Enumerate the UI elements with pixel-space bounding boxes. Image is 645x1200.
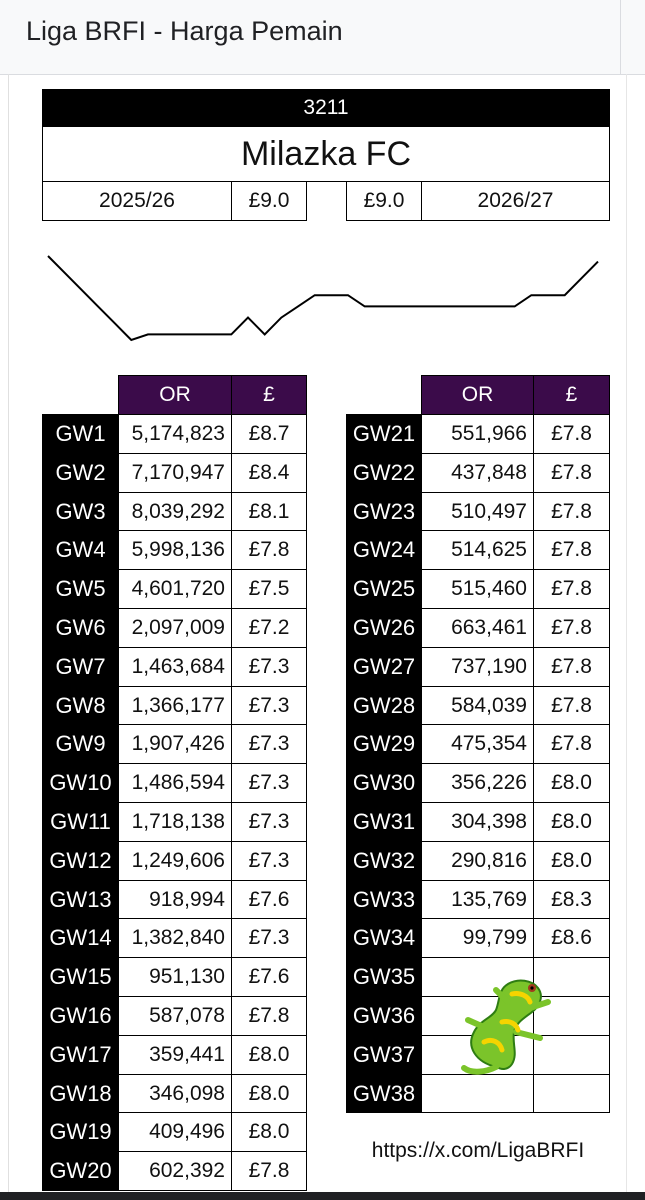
right-row-gw-cell <box>346 802 422 842</box>
right-row-gw-cell-text: GW31 <box>352 809 416 834</box>
right-row-price-cell <box>533 880 610 919</box>
left-row-gw-cell-text: GW6 <box>55 615 106 640</box>
left-row-price-cell <box>231 724 307 764</box>
left-row-gw-cell <box>42 1112 119 1152</box>
right-row-or-cell-text: 356,226 <box>451 771 527 794</box>
left-row-gw-cell <box>42 686 119 725</box>
right-or-header-label: OR <box>461 383 494 406</box>
right-row-gw-cell-text: GW30 <box>352 770 416 795</box>
right-row-or-cell <box>421 492 534 531</box>
left-row-gw-cell <box>42 957 119 997</box>
left-row-or-cell-text: 7,170,947 <box>131 461 225 484</box>
right-row-gw-cell-text: GW23 <box>352 498 416 524</box>
left-row-or-cell-text: 1,366,177 <box>131 693 225 717</box>
left-row-price-cell <box>231 1151 307 1191</box>
player-id: 3211 <box>303 96 349 119</box>
right-row-price-cell-text: £7.8 <box>551 422 592 445</box>
sheet-gridline-right <box>626 74 627 1200</box>
left-row-price-cell-text: £7.8 <box>248 1159 290 1182</box>
left-row-price-cell <box>231 1035 307 1075</box>
right-row-gw-cell-text: GW32 <box>352 848 416 873</box>
left-row-or-cell <box>118 802 232 842</box>
left-row-or-cell <box>118 647 232 687</box>
left-row-gw-cell-text: GW5 <box>55 576 106 601</box>
right-row-gw-cell-text: GW38 <box>352 1080 416 1106</box>
player-id-bar <box>42 89 610 127</box>
right-row-or-cell-text: 551,966 <box>451 422 527 445</box>
left-row-or-cell <box>118 918 232 958</box>
right-row-or-cell-text: 290,816 <box>451 849 527 872</box>
left-row-price-cell-text: £7.3 <box>248 693 290 717</box>
left-row-gw-cell-text: GW11 <box>50 809 111 834</box>
left-row-gw-cell-text: GW1 <box>55 421 106 446</box>
right-row-price-cell-text: £7.8 <box>551 616 592 639</box>
left-or-header <box>118 375 232 415</box>
right-row-price-cell <box>533 802 610 842</box>
right-row-price-cell-text: £8.3 <box>551 887 592 911</box>
right-row-price-cell-text: £7.8 <box>551 732 592 755</box>
right-row-price-cell <box>533 492 610 531</box>
right-row-or-cell <box>421 841 534 881</box>
right-row-gw-cell-text: GW25 <box>352 576 416 601</box>
right-row-gw-cell-text: GW37 <box>352 1042 416 1067</box>
left-row-gw-cell-text: GW4 <box>55 537 106 562</box>
sheet-gridline-left <box>8 74 9 1200</box>
left-row-price-cell-text: £8.1 <box>248 499 290 523</box>
team-name: Milazka FC <box>240 134 412 173</box>
right-row-gw-cell-text: GW27 <box>352 654 416 679</box>
right-row-or-cell <box>421 880 534 919</box>
right-row-or-cell <box>421 686 534 725</box>
right-row-gw-cell-text: GW33 <box>352 886 416 912</box>
left-row-gw-cell-text: GW16 <box>49 1003 112 1028</box>
right-row-or-cell-text: 437,848 <box>451 461 527 484</box>
left-row-or-cell-text: 5,174,823 <box>131 422 225 445</box>
season-left: 2025/26 <box>99 189 175 212</box>
right-row-price-cell-text: £8.0 <box>551 771 592 794</box>
right-row-or-cell <box>421 608 534 648</box>
right-row-gw-cell <box>346 880 422 919</box>
left-row-price-cell-text: £7.3 <box>248 771 290 794</box>
right-row-gw-cell <box>346 608 422 648</box>
left-row-or-cell-text: 8,039,292 <box>131 499 225 523</box>
right-row-or-cell <box>421 763 534 803</box>
left-row-gw-cell-text: GW15 <box>49 964 112 989</box>
right-row-gw-cell <box>346 724 422 764</box>
right-row-price-cell-text: £8.6 <box>551 926 592 949</box>
left-row-price-cell-text: £7.3 <box>248 732 290 755</box>
price-sparkline-line <box>48 256 598 340</box>
left-row-or-cell-text: 5,998,136 <box>131 538 225 561</box>
right-row-gw-cell <box>346 841 422 881</box>
left-row-gw-cell-text: GW18 <box>49 1080 112 1106</box>
twitter-link-text[interactable]: https://x.com/LigaBRFI <box>371 1139 585 1162</box>
right-row-price-cell-text: £8.0 <box>551 810 592 833</box>
left-row-gw-cell-text: GW10 <box>49 770 112 795</box>
left-row-or-cell <box>118 1151 232 1191</box>
right-row-price-cell-text: £7.8 <box>551 499 592 523</box>
right-row-gw-cell-text: GW35 <box>352 964 416 989</box>
right-row-gw-cell-text: GW28 <box>352 692 416 718</box>
left-row-or-cell <box>118 1074 232 1113</box>
season-left-cell <box>42 181 232 221</box>
right-row-gw-cell <box>346 414 422 454</box>
left-row-or-cell <box>118 957 232 997</box>
left-row-gw-cell-text: GW14 <box>49 925 112 950</box>
left-row-or-cell <box>118 724 232 764</box>
right-row-price-cell <box>533 686 610 725</box>
left-row-gw-cell <box>42 414 119 454</box>
left-row-or-cell-text: 1,249,606 <box>131 849 225 872</box>
left-row-gw-cell <box>42 647 119 687</box>
left-row-gw-cell-text: GW2 <box>55 460 106 485</box>
right-row-price-cell <box>533 608 610 648</box>
right-row-gw-cell-text: GW36 <box>352 1003 416 1028</box>
left-row-or-cell-text: 2,097,009 <box>131 616 225 639</box>
left-row-or-cell-text: 1,382,840 <box>131 926 225 949</box>
left-row-or-cell <box>118 453 232 493</box>
right-row-or-cell <box>421 569 534 609</box>
left-row-price-cell-text: £7.8 <box>248 1004 290 1027</box>
right-row-or-cell-text: 515,460 <box>451 577 527 600</box>
right-row-price-cell <box>533 724 610 764</box>
left-row-or-cell <box>118 569 232 609</box>
left-row-price-cell <box>231 530 307 570</box>
right-row-gw-cell-text: GW29 <box>352 731 416 756</box>
right-row-or-cell-text: 475,354 <box>451 732 527 755</box>
left-row-or-cell <box>118 996 232 1036</box>
season-right-cell <box>421 181 610 221</box>
left-row-or-cell <box>118 880 232 919</box>
right-row-gw-cell <box>346 957 422 997</box>
left-row-or-cell-text: 1,486,594 <box>131 771 225 794</box>
left-row-gw-cell <box>42 608 119 648</box>
left-row-gw-cell-text: GW13 <box>49 886 112 912</box>
left-row-or-cell-text: 1,718,138 <box>131 810 225 833</box>
left-row-gw-cell <box>42 996 119 1036</box>
right-row-gw-cell-text: GW24 <box>352 537 416 562</box>
left-row-gw-cell-text: GW19 <box>49 1119 112 1144</box>
right-row-or-cell-text: 135,769 <box>451 887 527 911</box>
gecko-icon <box>456 972 566 1078</box>
right-row-price-cell-text: £7.8 <box>551 655 592 678</box>
right-row-price-cell-text: £7.8 <box>551 693 592 717</box>
left-row-price-cell <box>231 1112 307 1152</box>
left-row-gw-cell <box>42 918 119 958</box>
right-row-price-cell <box>533 569 610 609</box>
price-left: £9.0 <box>248 189 290 212</box>
right-row-or-cell-text: 737,190 <box>451 655 527 678</box>
right-row-price-cell <box>533 918 610 958</box>
left-row-price-cell-text: £8.0 <box>248 1120 290 1143</box>
right-row-or-cell <box>421 918 534 958</box>
right-row-or-cell <box>421 530 534 570</box>
left-row-gw-cell <box>42 880 119 919</box>
season-right: 2026/27 <box>477 189 554 212</box>
right-row-price-cell <box>533 841 610 881</box>
header-divider <box>620 0 621 74</box>
right-row-or-cell <box>421 724 534 764</box>
right-row-gw-cell <box>346 996 422 1036</box>
right-row-or-cell-text: 510,497 <box>451 499 527 523</box>
price-sparkline <box>40 248 610 348</box>
price-right: £9.0 <box>363 189 405 212</box>
left-row-price-cell-text: £7.3 <box>248 810 290 833</box>
left-row-price-cell <box>231 841 307 881</box>
left-row-price-cell <box>231 763 307 803</box>
left-row-price-cell-text: £7.6 <box>248 887 290 911</box>
left-row-or-cell <box>118 1035 232 1075</box>
left-or-header-label: OR <box>159 383 191 406</box>
right-row-gw-cell-text: GW34 <box>352 925 416 950</box>
left-row-gw-cell <box>42 1074 119 1113</box>
right-row-gw-cell-text: GW22 <box>352 460 416 485</box>
right-row-price-cell <box>533 453 610 493</box>
left-row-or-cell-text: 1,907,426 <box>131 732 225 755</box>
left-row-price-cell <box>231 414 307 454</box>
left-row-price-cell-text: £7.3 <box>248 655 290 678</box>
app-title: Liga BRFI - Harga Pemain <box>26 16 343 46</box>
right-row-gw-cell <box>346 453 422 493</box>
left-row-or-cell-text: 951,130 <box>149 965 225 988</box>
left-row-gw-cell <box>42 1151 119 1191</box>
app-header <box>0 0 645 75</box>
left-row-or-cell <box>118 686 232 725</box>
left-row-or-cell <box>118 608 232 648</box>
left-row-price-cell-text: £7.6 <box>248 965 290 988</box>
right-row-or-cell-text: 514,625 <box>451 538 527 561</box>
left-row-gw-cell <box>42 530 119 570</box>
left-row-price-cell <box>231 996 307 1036</box>
left-row-price-cell-text: £8.7 <box>248 422 290 445</box>
left-row-price-cell <box>231 686 307 725</box>
right-row-or-cell <box>421 647 534 687</box>
right-row-gw-cell <box>346 1035 422 1075</box>
left-row-gw-cell <box>42 453 119 493</box>
right-row-or-cell-text: 584,039 <box>451 693 527 717</box>
left-row-gw-cell-text: GW17 <box>49 1042 112 1067</box>
left-row-gw-cell-text: GW20 <box>49 1158 112 1183</box>
left-row-price-cell <box>231 957 307 997</box>
left-row-price-cell <box>231 492 307 531</box>
left-row-or-cell-text: 359,441 <box>149 1043 225 1066</box>
team-name-cell <box>42 126 610 182</box>
left-row-or-cell <box>118 841 232 881</box>
left-row-or-cell-text: 4,601,720 <box>131 577 225 600</box>
right-row-price-cell-text: £7.8 <box>551 577 592 600</box>
right-row-gw-cell <box>346 569 422 609</box>
left-row-gw-cell <box>42 763 119 803</box>
left-row-price-cell <box>231 569 307 609</box>
left-row-gw-cell-text: GW3 <box>55 498 106 524</box>
left-row-or-cell <box>118 414 232 454</box>
right-row-gw-cell <box>346 1074 422 1113</box>
right-or-header <box>421 375 534 415</box>
left-row-or-cell-text: 346,098 <box>149 1081 225 1105</box>
left-price-header <box>231 375 307 415</box>
left-row-or-cell <box>118 763 232 803</box>
right-row-gw-cell <box>346 492 422 531</box>
left-row-gw-cell <box>42 569 119 609</box>
right-row-price-cell <box>533 1074 610 1113</box>
left-row-price-cell <box>231 802 307 842</box>
right-price-header-label: £ <box>565 383 578 406</box>
left-row-or-cell <box>118 1112 232 1152</box>
left-row-or-cell <box>118 530 232 570</box>
left-row-gw-cell <box>42 841 119 881</box>
left-row-or-cell-text: 918,994 <box>149 887 225 911</box>
right-row-or-cell <box>421 1074 534 1113</box>
right-row-gw-cell <box>346 686 422 725</box>
left-row-gw-cell <box>42 802 119 842</box>
left-row-price-cell <box>231 453 307 493</box>
right-row-price-cell-text: £7.8 <box>551 461 592 484</box>
left-row-price-cell-text: £7.3 <box>248 849 290 872</box>
right-row-price-cell-text: £7.8 <box>551 538 592 561</box>
twitter-link[interactable] <box>346 1134 610 1168</box>
left-row-gw-cell <box>42 1035 119 1075</box>
bottom-edge <box>0 1192 645 1200</box>
right-price-header <box>533 375 610 415</box>
price-left-cell <box>231 181 307 221</box>
left-row-gw-cell-text: GW12 <box>49 848 112 873</box>
right-row-or-cell-text: 663,461 <box>451 616 527 639</box>
right-row-or-cell <box>421 453 534 493</box>
right-row-gw-cell <box>346 530 422 570</box>
right-row-or-cell-text: 304,398 <box>451 810 527 833</box>
right-row-or-cell-text: 99,799 <box>462 926 527 949</box>
left-row-gw-cell <box>42 724 119 764</box>
right-row-gw-cell-text: GW26 <box>352 615 416 640</box>
left-row-gw-cell-text: GW8 <box>55 692 106 718</box>
right-row-price-cell <box>533 763 610 803</box>
left-row-price-cell <box>231 647 307 687</box>
left-row-price-cell-text: £7.3 <box>248 926 290 949</box>
left-row-price-cell <box>231 1074 307 1113</box>
right-row-price-cell <box>533 647 610 687</box>
left-price-header-label: £ <box>263 383 275 406</box>
right-row-or-cell <box>421 802 534 842</box>
right-row-gw-cell <box>346 763 422 803</box>
price-right-cell <box>346 181 422 221</box>
left-row-price-cell-text: £7.2 <box>248 616 290 639</box>
left-row-gw-cell <box>42 492 119 531</box>
right-row-gw-cell <box>346 647 422 687</box>
left-row-gw-cell-text: GW9 <box>55 731 106 756</box>
left-row-price-cell-text: £8.4 <box>248 461 290 484</box>
right-row-gw-cell-text: GW21 <box>352 421 416 446</box>
left-row-or-cell-text: 409,496 <box>149 1120 225 1143</box>
left-row-price-cell-text: £7.5 <box>248 577 290 600</box>
left-row-or-cell-text: 587,078 <box>149 1004 225 1027</box>
left-row-price-cell <box>231 880 307 919</box>
left-row-or-cell-text: 1,463,684 <box>131 655 225 678</box>
right-row-gw-cell <box>346 918 422 958</box>
left-row-price-cell-text: £8.0 <box>248 1043 290 1066</box>
left-row-gw-cell-text: GW7 <box>55 654 106 679</box>
right-row-or-cell <box>421 414 534 454</box>
left-row-price-cell <box>231 918 307 958</box>
left-row-or-cell <box>118 492 232 531</box>
right-row-price-cell <box>533 414 610 454</box>
left-row-price-cell-text: £8.0 <box>248 1081 290 1105</box>
left-row-or-cell-text: 602,392 <box>149 1159 225 1182</box>
right-row-price-cell-text: £8.0 <box>551 849 592 872</box>
left-row-price-cell <box>231 608 307 648</box>
left-row-price-cell-text: £7.8 <box>248 538 290 561</box>
right-row-price-cell <box>533 530 610 570</box>
